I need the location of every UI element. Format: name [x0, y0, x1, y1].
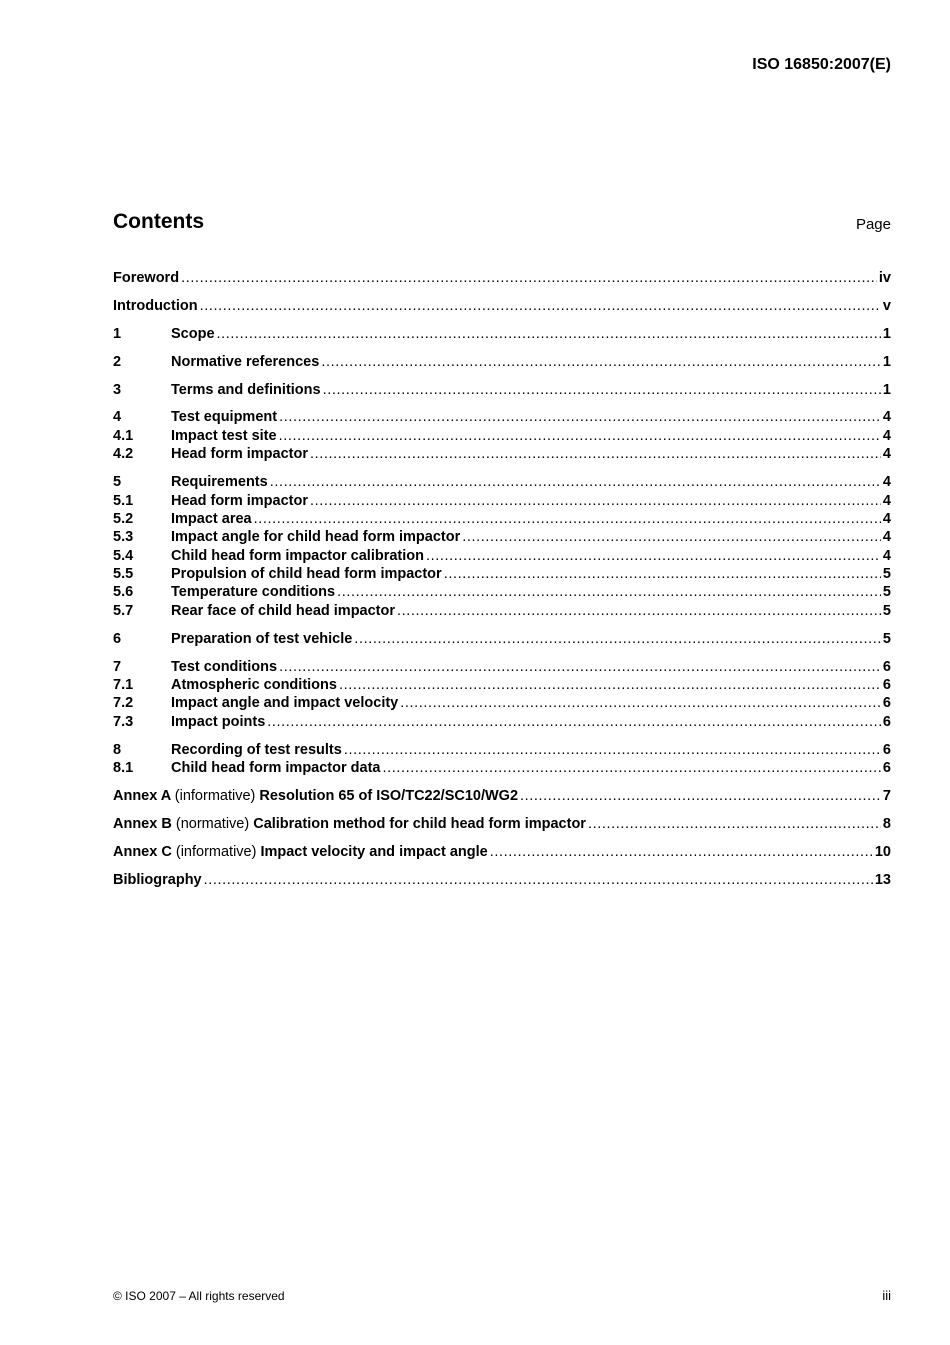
- toc-group: [113, 815, 891, 833]
- toc-entry-page: 4: [882, 492, 891, 509]
- toc-entry-page: 6: [882, 677, 891, 694]
- toc-entry-7-3[interactable]: [113, 713, 891, 731]
- toc-entry-8[interactable]: [113, 741, 891, 759]
- toc-entry-number: 8.1: [113, 760, 134, 777]
- toc-entry-page: 1: [882, 381, 891, 398]
- footer-copyright: © ISO 2007 – All rights reserved: [113, 1289, 285, 1303]
- toc-entry-page: 6: [882, 741, 891, 758]
- toc-entry-5-2[interactable]: [113, 510, 891, 528]
- toc-entry-title: Impact area: [171, 510, 252, 527]
- toc-entry-number: 1: [113, 325, 122, 342]
- toc-entry-number: 5: [113, 474, 122, 491]
- toc-entry-5-3[interactable]: [113, 528, 891, 546]
- dot-leader: [204, 871, 873, 889]
- toc-entry-7-2[interactable]: [113, 694, 891, 712]
- toc-group: [113, 630, 891, 648]
- toc-group: [113, 269, 891, 287]
- toc-entry-number: 2: [113, 353, 122, 370]
- toc-entry-page: v: [882, 297, 891, 314]
- toc-entry-page: 1: [882, 325, 891, 342]
- toc-entry-title: Impact angle and impact velocity: [171, 695, 399, 712]
- annex-label: Annex A: [113, 787, 171, 804]
- toc-entry-title: Impact points: [171, 713, 266, 730]
- toc-group: [113, 871, 891, 889]
- dot-leader: [279, 408, 881, 426]
- toc-entry-number: 5.5: [113, 566, 134, 583]
- toc-entry-number: 5.4: [113, 547, 134, 564]
- toc-entry-title: Test equipment: [171, 409, 278, 426]
- dot-leader: [588, 815, 881, 833]
- toc-entry-page: 4: [882, 474, 891, 491]
- toc-entry-page: 10: [874, 843, 891, 860]
- toc-entry-introduction[interactable]: [113, 297, 891, 315]
- contents-title: Contents: [113, 210, 204, 233]
- toc-entry-page: 4: [882, 547, 891, 564]
- toc-entry-number: 6: [113, 630, 122, 647]
- dot-leader: [344, 741, 881, 759]
- toc-group: [113, 297, 891, 315]
- dot-leader: [354, 630, 881, 648]
- toc-group: [113, 408, 891, 463]
- dot-leader: [426, 547, 881, 565]
- toc-entry-page: 4: [882, 510, 891, 527]
- toc-entry-title: Rear face of child head impactor: [171, 602, 396, 619]
- annex-heading: [113, 815, 586, 833]
- toc-entry-title: Preparation of test vehicle: [171, 630, 353, 647]
- toc-entry-page: 5: [882, 602, 891, 619]
- dot-leader: [217, 325, 881, 343]
- annex-type: (informative): [175, 843, 257, 860]
- toc-entry-number: 5.7: [113, 602, 134, 619]
- dot-leader: [310, 492, 881, 510]
- toc-group: [113, 381, 891, 399]
- toc-entry-page: 5: [882, 584, 891, 601]
- toc-entry-annex-a[interactable]: [113, 787, 891, 805]
- toc-entry-8-1[interactable]: [113, 759, 891, 777]
- toc-entry-5-4[interactable]: [113, 547, 891, 565]
- toc-entry-title: Child head form impactor calibration: [171, 547, 424, 564]
- page-column-label: Page: [855, 216, 891, 233]
- dot-leader: [444, 565, 881, 583]
- toc-entry-7-1[interactable]: [113, 676, 891, 694]
- toc-entry-page: 1: [882, 353, 891, 370]
- toc-entry-5-1[interactable]: [113, 492, 891, 510]
- toc-entry-annex-b[interactable]: [113, 815, 891, 833]
- toc-entry-title: Head form impactor: [171, 446, 308, 463]
- dot-leader: [200, 297, 881, 315]
- dot-leader: [400, 694, 881, 712]
- toc-entry-page: 4: [882, 427, 891, 444]
- toc-entry-page: iv: [878, 270, 891, 286]
- annex-label: Annex B: [113, 815, 172, 832]
- dot-leader: [254, 510, 881, 528]
- toc-entry-page: 6: [882, 713, 891, 730]
- toc-group: [113, 353, 891, 371]
- annex-type: (informative): [174, 787, 256, 804]
- toc-entry-title: Introduction: [113, 297, 198, 314]
- footer-page-number: iii: [882, 1288, 891, 1303]
- toc-entry-title: Terms and definitions: [171, 381, 321, 398]
- dot-leader: [397, 602, 881, 620]
- toc-entry-foreword[interactable]: [113, 269, 891, 287]
- annex-title: Calibration method for child head form impactor: [253, 815, 586, 832]
- toc-entry-number: 7: [113, 658, 122, 675]
- annex-type: (normative): [175, 815, 250, 832]
- toc-entry-page: 4: [882, 529, 891, 546]
- dot-leader: [321, 353, 881, 371]
- dot-leader: [181, 269, 877, 287]
- toc-entry-page: 5: [882, 630, 891, 647]
- toc-entry-title: Scope: [171, 325, 215, 342]
- toc-group: [113, 325, 891, 343]
- annex-heading: [113, 787, 518, 805]
- toc-entry-annex-c[interactable]: [113, 843, 891, 861]
- document-id: ISO 16850:2007(E): [752, 56, 891, 73]
- toc-entry-title: Atmospheric conditions: [171, 677, 337, 694]
- toc-entry-6[interactable]: [113, 630, 891, 648]
- toc-entry-number: 7.1: [113, 677, 134, 694]
- toc-entry-number: 4.1: [113, 427, 134, 444]
- toc-group: [113, 787, 891, 805]
- dot-leader: [310, 445, 881, 463]
- toc-entry-page: 6: [882, 760, 891, 777]
- dot-leader: [270, 473, 881, 491]
- toc-entry-number: 5.1: [113, 492, 134, 509]
- annex-title: Resolution 65 of ISO/TC22/SC10/WG2: [259, 787, 519, 804]
- toc-entry-title: Impact angle for child head form impactor: [171, 529, 461, 546]
- toc-entry-page: 5: [882, 566, 891, 583]
- toc-entry-title: Head form impactor: [171, 492, 308, 509]
- toc-entry-title: Bibliography: [113, 871, 202, 888]
- toc-entry-page: 4: [882, 409, 891, 426]
- toc-entry-page: 6: [882, 658, 891, 675]
- toc-entry-title: Normative references: [171, 353, 320, 370]
- toc-entry-number: 5.2: [113, 510, 134, 527]
- toc-entry-4[interactable]: [113, 408, 891, 426]
- toc-entry-title: Propulsion of child head form impactor: [171, 566, 442, 583]
- toc-group: [113, 843, 891, 861]
- toc-entry-5-5[interactable]: [113, 565, 891, 583]
- toc-entry-number: 8: [113, 741, 122, 758]
- toc-entry-title: Temperature conditions: [171, 584, 336, 601]
- toc-group: [113, 658, 891, 732]
- toc-entry-page: 6: [882, 695, 891, 712]
- toc-entry-title: Impact test site: [171, 427, 277, 444]
- toc-entry-4-1[interactable]: [113, 427, 891, 445]
- toc-entry-3[interactable]: [113, 381, 891, 399]
- toc-entry-page: 4: [882, 446, 891, 463]
- toc-entry-title: Child head form impactor data: [171, 760, 381, 777]
- toc-group: [113, 473, 891, 620]
- toc-entry-number: 4.2: [113, 446, 134, 463]
- annex-label: Annex C: [113, 843, 172, 860]
- dot-leader: [279, 658, 881, 676]
- toc-entry-7[interactable]: [113, 658, 891, 676]
- toc-entry-5[interactable]: [113, 473, 891, 491]
- toc-entry-2[interactable]: [113, 353, 891, 371]
- dot-leader: [490, 843, 873, 861]
- toc-entry-1[interactable]: [113, 325, 891, 343]
- toc-entry-page: 13: [874, 871, 891, 888]
- toc-entry-title: Foreword: [113, 270, 180, 286]
- toc-entry-5-7[interactable]: [113, 602, 891, 620]
- annex-heading: [113, 843, 488, 861]
- dot-leader: [462, 528, 881, 546]
- toc-entry-number: 7.2: [113, 695, 134, 712]
- toc-entry-title: Test conditions: [171, 658, 278, 675]
- toc-entry-page: 8: [882, 815, 891, 832]
- dot-leader: [339, 676, 881, 694]
- dot-leader: [337, 583, 881, 601]
- toc-entry-number: 5.6: [113, 584, 134, 601]
- toc-entry-number: 5.3: [113, 529, 134, 546]
- dot-leader: [323, 381, 881, 399]
- annex-title: Impact velocity and impact angle: [260, 843, 488, 860]
- toc-entry-title: Recording of test results: [171, 741, 342, 758]
- dot-leader: [382, 759, 880, 777]
- toc-entry-number: 3: [113, 381, 122, 398]
- toc-entry-number: 7.3: [113, 713, 134, 730]
- toc-entry-4-2[interactable]: [113, 445, 891, 463]
- dot-leader: [520, 787, 881, 805]
- toc-entry-5-6[interactable]: [113, 583, 891, 601]
- toc-group: [113, 741, 891, 778]
- toc-entry-page: 7: [882, 787, 891, 804]
- dot-leader: [279, 427, 881, 445]
- table-of-contents: [113, 269, 891, 899]
- toc-entry-title: Requirements: [171, 474, 268, 491]
- toc-entry-bibliography[interactable]: [113, 871, 891, 889]
- dot-leader: [267, 713, 881, 731]
- toc-entry-number: 4: [113, 409, 122, 426]
